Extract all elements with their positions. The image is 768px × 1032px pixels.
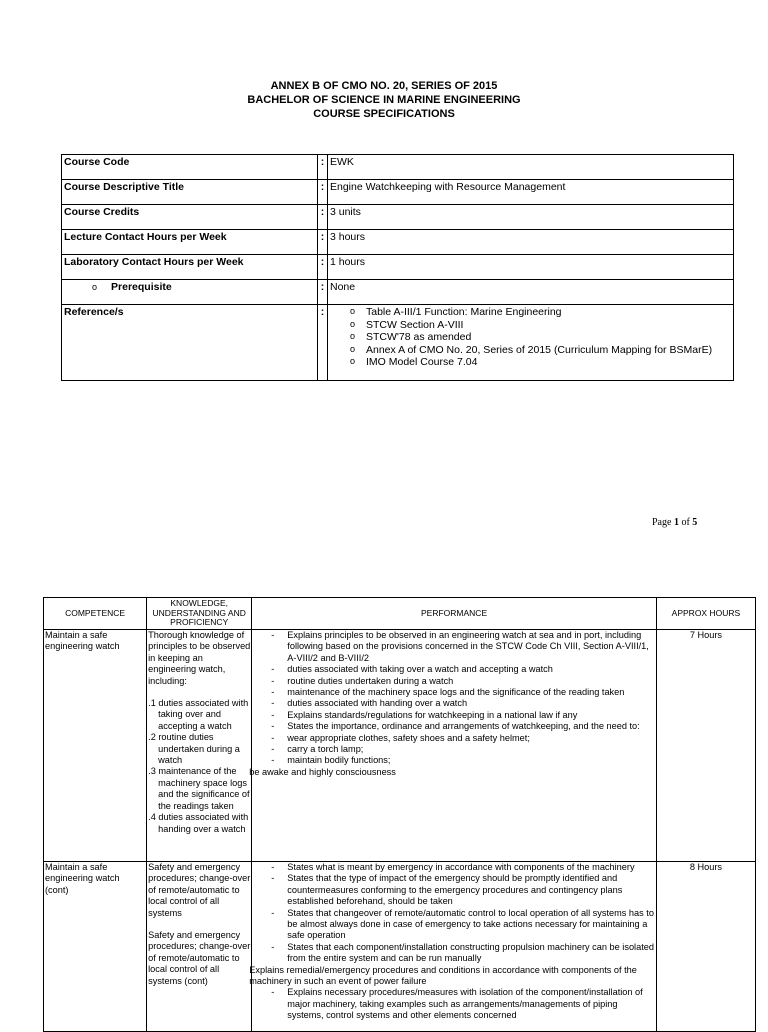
spec-label: Course Credits xyxy=(62,205,318,230)
spec-row-title xyxy=(62,180,734,205)
references-list xyxy=(330,306,731,369)
list-item: - States that the type of impact of the emergency should be promptly identified and countermeasures conforming to the emergency procedures and contingency plans established beforehand, should be taken xyxy=(253,873,655,907)
knowledge-item: .1 duties associated with taking over and accepting a watch xyxy=(148,698,249,731)
spec-label: o Prerequisite xyxy=(62,280,318,305)
page-number xyxy=(652,517,697,528)
competence-cell: Maintain a safe engineering watch (cont) xyxy=(44,862,147,1032)
performance-cell xyxy=(249,862,657,1032)
spec-value: 3 hours xyxy=(328,230,734,255)
reference-item: o STCW Section A-VIII xyxy=(330,319,731,332)
reference-item: o IMO Model Course 7.04 xyxy=(330,356,731,369)
header-competence: COMPETENCE xyxy=(44,598,147,630)
references-cell xyxy=(328,305,734,381)
reference-item: o Table A-III/1 Function: Marine Engineering xyxy=(330,306,731,319)
list-item: - States that changeover of remote/automatic control to local operation of all systems has to be almost always done in case of emergency to take actions necessary for maintaining a safe operation xyxy=(253,908,655,942)
spec-label: Course Descriptive Title xyxy=(62,180,318,205)
competence-header-row xyxy=(44,598,756,630)
list-item: - Explains necessary procedures/measures with isolation of the component/installation of major machinery, taking examples such as arrangements/managements of piping systems, control systems and other elements concerned xyxy=(253,987,655,1021)
knowledge-cell xyxy=(147,630,252,862)
spec-row-credits xyxy=(62,205,734,230)
spec-value: 3 units xyxy=(328,205,734,230)
header-knowledge: KNOWLEDGE, UNDERSTANDING AND PROFICIENCY xyxy=(147,598,252,630)
spec-colon: : xyxy=(318,180,328,205)
spec-label: Course Code xyxy=(62,155,318,180)
course-spec-table xyxy=(61,154,734,381)
spec-colon: : xyxy=(318,155,328,180)
header-performance: PERFORMANCE xyxy=(252,598,657,630)
list-item: - routine duties undertaken during a watch xyxy=(253,676,655,687)
performance-cell xyxy=(249,630,657,862)
spec-label: Lecture Contact Hours per Week xyxy=(62,230,318,255)
reference-item: o Annex A of CMO No. 20, Series of 2015 (Curriculum Mapping for BSMarE) xyxy=(330,344,731,357)
knowledge-item: .4 duties associated with handing over a watch xyxy=(148,812,249,834)
spec-row-prerequisite xyxy=(62,280,734,305)
hours-cell: 7 Hours xyxy=(656,630,755,862)
page-number-total: 5 xyxy=(692,517,698,528)
spec-value: 1 hours xyxy=(328,255,734,280)
hours-cell: 8 Hours xyxy=(656,862,755,1032)
spec-label: Reference/s xyxy=(62,305,318,381)
spec-row-lecture-hours xyxy=(62,230,734,255)
list-item: - maintain bodily functions; xyxy=(253,755,655,766)
competence-cell: Maintain a safe engineering watch xyxy=(44,630,147,862)
spec-row-references xyxy=(62,305,734,381)
list-item: - Explains principles to be observed in an engineering watch at sea and in port, including following based on the provisions concerned in the STCW Code Ch VIII, Section A-VIII/1, A-VIII/2 and B-VIII/2 xyxy=(253,630,655,664)
list-item: - States that each component/installation constructing propulsion machinery can be isolated from the entire system and can be run manually xyxy=(253,942,655,965)
spec-colon: : xyxy=(318,205,328,230)
list-item: be awake and highly consciousness xyxy=(249,766,396,777)
spec-label: Laboratory Contact Hours per Week xyxy=(62,255,318,280)
list-item: - carry a torch lamp; xyxy=(253,744,655,755)
knowledge-intro: Thorough knowledge of principles to be observed in keeping an engineering watch, including: xyxy=(148,630,251,686)
knowledge-item: .2 routine duties undertaken during a watch xyxy=(148,732,240,766)
performance-list xyxy=(249,862,655,1022)
list-item: - duties associated with taking over a watch and accepting a watch xyxy=(253,664,655,675)
annex-title: ANNEX B OF CMO NO. 20, SERIES OF 2015 xyxy=(270,80,498,92)
page-number-current: 1 xyxy=(673,517,679,528)
list-item: - Explains standards/regulations for watchkeeping in a national law if any xyxy=(253,710,655,721)
knowledge-text: Safety and emergency procedures; change-over of remote/automatic to local control of all systems (cont) xyxy=(148,930,251,986)
list-item: - duties associated with handing over a watch xyxy=(253,698,655,709)
knowledge-text: Safety and emergency procedures; change-over of remote/automatic to local control of all systems xyxy=(148,862,251,918)
list-item: - wear appropriate clothes, safety shoes and a safety helmet; xyxy=(253,733,655,744)
knowledge-cell xyxy=(147,862,252,1032)
page-number-middle: of xyxy=(678,517,693,528)
table-row xyxy=(44,630,756,862)
list-item: - States what is meant by emergency in accordance with components of the machinery xyxy=(253,862,655,873)
section-title: COURSE SPECIFICATIONS xyxy=(313,108,455,120)
competence-table xyxy=(43,597,756,1032)
knowledge-item: .3 maintenance of the machinery space logs and the significance of the readings taken xyxy=(148,766,250,811)
reference-item: o STCW'78 as amended xyxy=(330,331,731,344)
spec-row-course-code xyxy=(62,155,734,180)
performance-list xyxy=(249,630,655,778)
spec-row-lab-hours xyxy=(62,255,734,280)
list-item: - States the importance, ordinance and arrangements of watchkeeping, and the need to: xyxy=(253,721,655,732)
spec-value: None xyxy=(328,280,734,305)
spec-colon: : xyxy=(318,305,328,381)
spec-value: Engine Watchkeeping with Resource Management xyxy=(328,180,734,205)
spec-value: EWK xyxy=(328,155,734,180)
list-item: Explains remedial/emergency procedures and conditions in accordance with components of the machinery in such an event of power failure xyxy=(249,964,637,987)
page-number-prefix: Page xyxy=(652,517,674,528)
program-title: BACHELOR OF SCIENCE IN MARINE ENGINEERING xyxy=(247,94,521,106)
spec-colon: : xyxy=(318,230,328,255)
document-header xyxy=(0,79,768,121)
list-item: - maintenance of the machinery space logs and the significance of the reading taken xyxy=(253,687,655,698)
header-hours: APPROX HOURS xyxy=(656,598,755,630)
spec-colon: : xyxy=(318,280,328,305)
table-row xyxy=(44,862,756,1032)
spec-colon: : xyxy=(318,255,328,280)
